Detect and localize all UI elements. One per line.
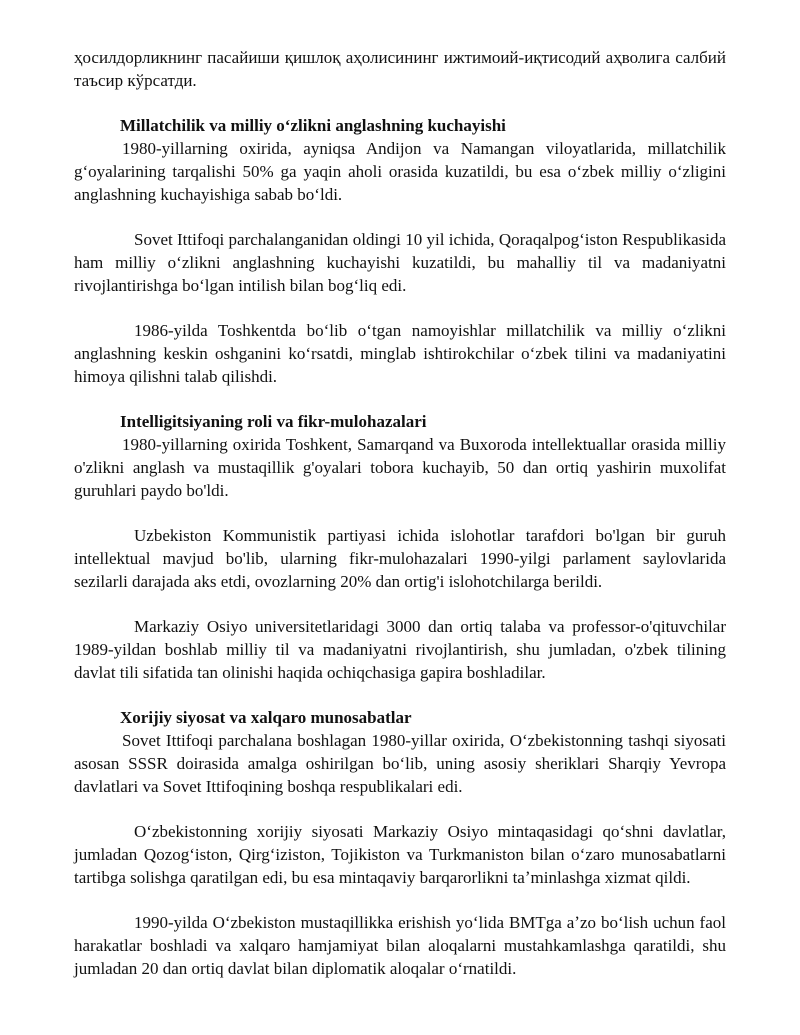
section-heading-foreign-policy: Xorijiy siyosat va xalqaro munosabatlar bbox=[120, 708, 412, 727]
paragraph-nationalism-1: 1980-yillarning oxirida, ayniqsa Andijon va Namangan viloyatlarida, millatchilik gʻoyalarining tarqalishi 50% ga yaqin aholi orasida kuzatildi, bu esa oʻzbek milliy oʻzligini anglashning kuchayishiga sabab boʻldi. bbox=[74, 139, 726, 204]
paragraph-intelligentsia-2: Uzbekiston Kommunistik partiyasi ichida islohotlar tarafdori bo'lgan bir guruh intellektual mavjud bo'lib, ularning fikr-mulohazalari 1990-yilgi parlament saylovlarida sezilarli darajada aks etdi, ovozlarning 20% dan ortig'i islohotchilarga berildi. bbox=[74, 526, 726, 591]
paragraph-nationalism-3: 1986-yilda Toshkentda boʻlib oʻtgan namoyishlar millatchilik va milliy oʻzlikni anglashning keskin oshganini koʻrsatdi, minglab ishtirokchilar oʻzbek tilini va madaniyatini himoya qilishni talab qilishdi. bbox=[74, 321, 726, 386]
paragraph-intro: ҳосилдорликнинг пасайиши қишлоқ аҳолисининг ижтимоий-иқтисодий аҳволига салбий таъсир кўрсатди. bbox=[74, 48, 726, 90]
section-heading-intelligentsia: Intelligitsiyaning roli va fikr-mulohazalari bbox=[120, 412, 427, 431]
paragraph-foreign-policy-2: Oʻzbekistonning xorijiy siyosati Markaziy Osiyo mintaqasidagi qoʻshni davlatlar, jumladan Qozogʻiston, Qirgʻiziston, Tojikiston va Turkmaniston bilan oʻzaro munosabatlarni tartibga solishga qaratilgan edi, bu esa mintaqaviy barqarorlikni taʼminlashga xizmat qildi. bbox=[74, 822, 726, 887]
paragraph-intelligentsia-3: Markaziy Osiyo universitetlaridagi 3000 dan ortiq talaba va professor-o'qituvchilar 1989-yildan boshlab milliy til va madaniyatni rivojlantirish, shu jumladan, o'zbek tilining davlat tili sifatida tan olinishi haqida ochiqchasiga gapira boshladilar. bbox=[74, 617, 726, 682]
paragraph-nationalism-2: Sovet Ittifoqi parchalanganidan oldingi 10 yil ichida, Qoraqalpogʻiston Respublikasida ham milliy oʻzlikni anglashning kuchayishi kuzatildi, bu mahalliy til va madaniyatni rivojlantirishga boʻlgan intilish bilan bogʻliq edi. bbox=[74, 230, 726, 295]
paragraph-intelligentsia-1: 1980-yillarning oxirida Toshkent, Samarqand va Buxoroda intellektuallar orasida milliy o'zlikni anglash va mustaqillik g'oyalari tobora kuchayib, 50 dan ortiq yashirin muxolifat guruhlari paydo bo'ldi. bbox=[74, 435, 726, 500]
section-heading-nationalism: Millatchilik va milliy oʻzlikni anglashning kuchayishi bbox=[120, 116, 506, 135]
paragraph-foreign-policy-1: Sovet Ittifoqi parchalana boshlagan 1980-yillar oxirida, Oʻzbekistonning tashqi siyosati asosan SSSR doirasida amalga oshirilgan boʻlib, uning asosiy sheriklari Sharqiy Yevropa davlatlari va Sovet Ittifoqining boshqa respublikalari edi. bbox=[74, 731, 726, 796]
document-page bbox=[74, 46, 726, 980]
paragraph-foreign-policy-3: 1990-yilda Oʻzbekiston mustaqillikka erishish yoʻlida BMTga aʼzo boʻlish uchun faol harakatlar boshladi va xalqaro hamjamiyat bilan aloqalarni mustahkamlashga qaratildi, shu jumladan 20 dan ortiq davlat bilan diplomatik aloqalar oʻrnatildi. bbox=[74, 913, 726, 978]
